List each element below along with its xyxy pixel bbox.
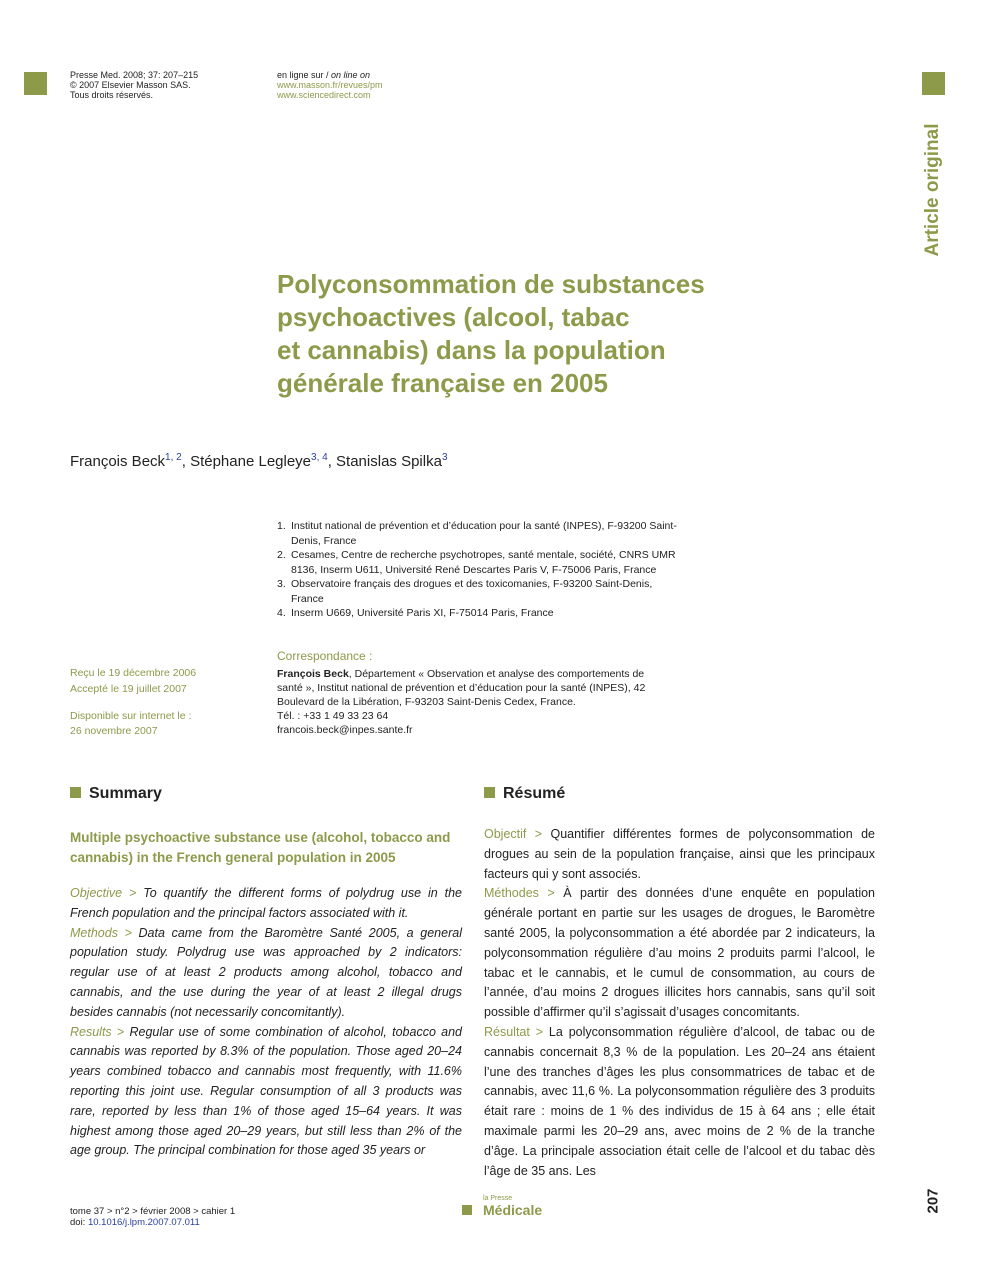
resume-heading: Résumé xyxy=(484,785,565,803)
article-title xyxy=(277,268,777,400)
issue-info: tome 37 > n°2 > février 2008 > cahier 1 xyxy=(70,1206,236,1217)
author-affil: 3, 4 xyxy=(311,452,328,463)
available-date: Disponible sur internet le : 26 novembre 2007 xyxy=(70,710,192,737)
doi-link[interactable]: 10.1016/j.lpm.2007.07.011 xyxy=(87,1217,200,1228)
affiliation-item: 2. Cesames, Centre de recherche psychotropes, santé mentale, société, CNRS UMR 8136, Inserm U611, Université René Descartes Paris V, F-75006 Paris, France xyxy=(277,549,676,576)
resume-body xyxy=(484,825,875,1181)
author-affil: 1, 2 xyxy=(165,452,182,463)
summary-paragraph: Objective > To quantify the different forms of polydrug use in the French population and the principal factors associated with it. xyxy=(70,886,462,920)
correspondent-name: François Beck xyxy=(277,668,349,680)
author-name: François Beck xyxy=(70,453,166,470)
journal-line: © 2007 Elsevier Masson SAS. xyxy=(70,80,191,90)
summary-heading: Summary xyxy=(70,785,162,803)
title-line: psychoactives (alcool, tabac xyxy=(277,302,630,332)
authors: François Beck$^{1, 2}$, Stéphane Legleye$^{3, 4}$, Stanislas Spilka$^3$ xyxy=(70,452,448,470)
title-line: générale française en 2005 xyxy=(277,368,608,398)
author-name: Stéphane Legleye xyxy=(190,453,312,470)
correspondence-heading: Correspondance : xyxy=(277,649,373,663)
resume-paragraph: Méthodes > À partir des données d’une enquête en population générale portant en partie sur les usages de drogues, le Baromètre santé 2005, la polyconsommation a été abordée par 2 indicateurs, la polyconsommation régulière d’au moins 2 produits parmi l’alcool, le tabac et le cannabis, et le cumul de consommation, au cours de l’année, d’au moins 2 drogues illicites hors cannabis, sans qu’il soit possible d’affirmer qu’il s’agissait d’usages concomitants. xyxy=(484,886,876,1020)
accepted-date: Accepté le 19 juillet 2007 xyxy=(70,683,187,695)
online-label-en: on line on xyxy=(331,70,371,80)
journal-line: Presse Med. 2008; 37: 207–215 xyxy=(70,70,199,80)
summary-body xyxy=(70,884,462,1161)
correspondence-block: François Beck, Département « Observation et analyse des comportements de santé », Institut national de prévention et d’éducation pour la santé (INPES), 42 Boulevard de la Libération, F-93203 Saint-Denis Cedex, France. Tél. : +33 1 49 33 23 64 francois.beck@inpes.sante.fr xyxy=(277,667,677,737)
title-line: Polyconsommation de substances xyxy=(277,269,705,299)
email-link[interactable]: francois.beck@inpes.sante.fr xyxy=(277,724,413,736)
author-affil: 3 xyxy=(441,452,448,463)
english-title: Multiple psychoactive substance use (alcohol, tobacco and cannabis) in the French general population in 2005 xyxy=(70,830,451,865)
heading-square-icon xyxy=(484,787,495,798)
affiliation-item: 4. Inserm U669, Université Paris XI, F-75014 Paris, France xyxy=(277,607,554,619)
logo-square-icon xyxy=(462,1205,472,1215)
journal-line: Tous droits réservés. xyxy=(70,90,154,100)
footer-info: tome 37 > n°2 > février 2008 > cahier 1 doi: 10.1016/j.lpm.2007.07.011 xyxy=(70,1206,236,1228)
page-number: 207 xyxy=(924,1188,942,1214)
online-info xyxy=(277,70,383,100)
heading-square-icon xyxy=(70,787,81,798)
corner-square-left xyxy=(24,72,47,95)
journal-info xyxy=(70,70,198,100)
author-name: Stanislas Spilka xyxy=(336,453,442,470)
received-date: Reçu le 19 décembre 2006 xyxy=(70,667,197,679)
received-dates xyxy=(70,666,196,697)
title-line: et cannabis) dans la population xyxy=(277,335,666,365)
affiliation-item: 1. Institut national de prévention et d’éducation pour la santé (INPES), F-93200 Saint-Denis, France xyxy=(277,520,677,547)
url-link[interactable]: www.sciencedirect.com xyxy=(277,90,371,100)
telephone: Tél. : +33 1 49 33 23 64 xyxy=(277,710,389,722)
summary-paragraph: Results > Regular use of some combination of alcohol, tobacco and cannabis was reported by 8.3% of the population. Those aged 20–24 years combined tobacco and cannabis most frequently, with 11.6% reporting this joint use. Regular consumption of all 3 products was rare, reported by less than 1% of those aged 15–64 years. It was highest among those aged 20–29 years, but still less than 2% of the age group. The principal combination for those aged 35 years or xyxy=(70,1024,462,1158)
corner-square-right xyxy=(922,72,945,95)
online-label: en ligne sur / xyxy=(277,70,332,80)
affiliation-item: 3. Observatoire français des drogues et des toxicomanies, F-93200 Saint-Denis, France xyxy=(277,578,653,605)
resume-paragraph: Résultat > La polyconsommation régulière d’alcool, de tabac ou de cannabis concernait 8,3 % de la population. Les 20–24 ans étaient l’une des tranches d’âges les plus consommatrices de tabac et de cannabis, avec 11,6 %. La polyconsommation régulière des 3 produits était rare : moins de 1 % des individus de 15 à 64 ans ; elle était maximale parmi les 20–29 ans, avec moins de 2 % de la tranche d’âge. La principale association était celle de l’alcool et du tabac dès l’âge de 35 ans. Les xyxy=(484,1024,875,1178)
article-type-label: Article original xyxy=(922,123,943,257)
url-link[interactable]: www.masson.fr/revues/pm xyxy=(277,80,383,90)
affiliations xyxy=(277,519,677,621)
resume-paragraph: Objectif > Quantifier différentes formes de polyconsommation de drogues au sein de la population française, ainsi que les principaux facteurs qui y sont associés. xyxy=(484,827,875,881)
summary-paragraph: Methods > Data came from the Baromètre Santé 2005, a general population study. Polydrug use was approached by 2 indicators: regular use of at least 2 products among alcohol, tobacco and cannabis, and the use during the year of at least 2 illegal drugs besides cannabis (not necessarily concomitantly). xyxy=(70,925,462,1019)
